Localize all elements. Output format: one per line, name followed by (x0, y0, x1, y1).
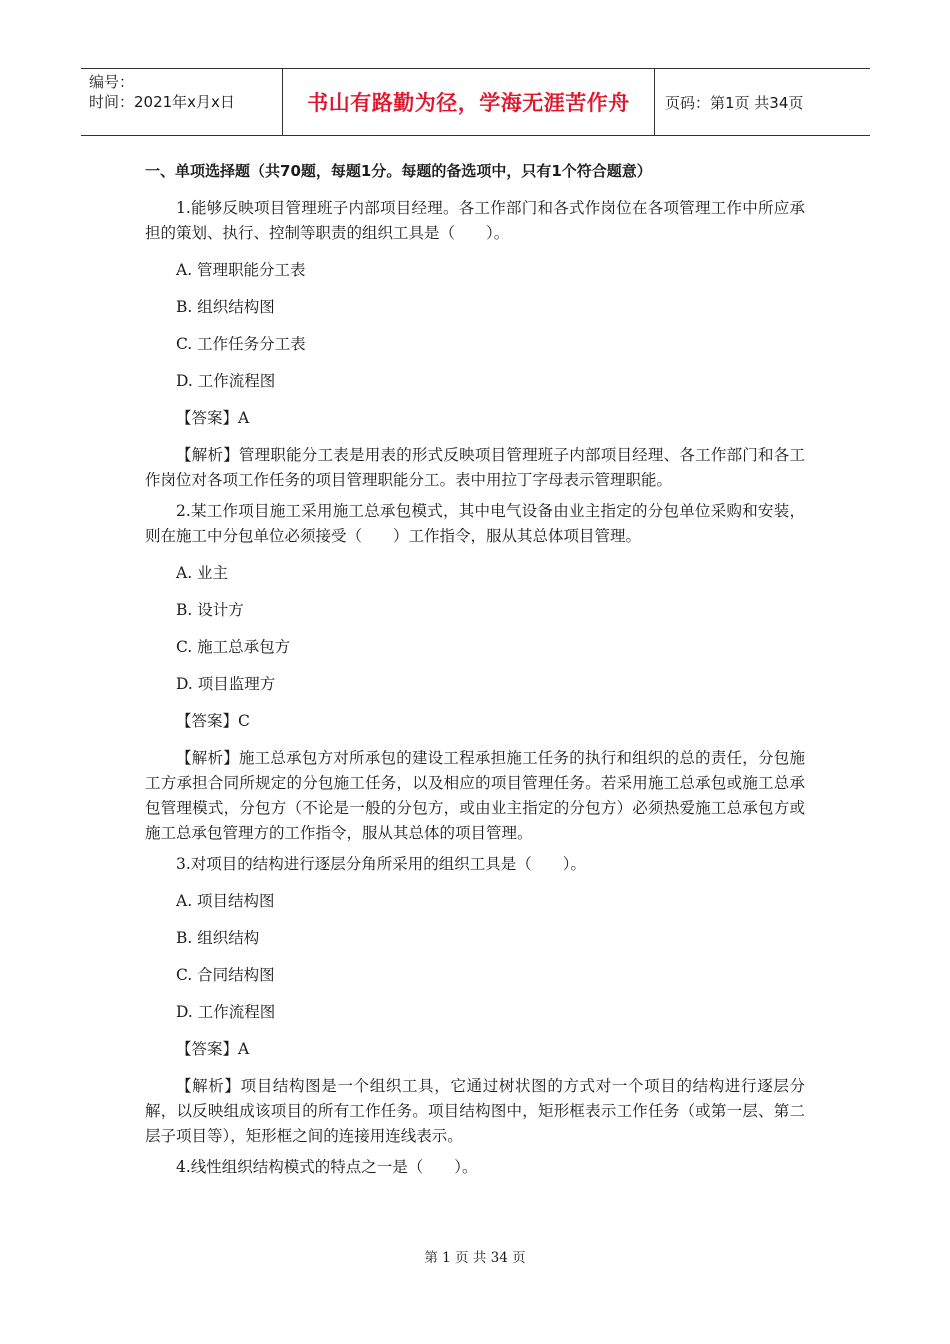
analysis: 【解析】项目结构图是一个组织工具，它通过树状图的方式对一个项目的结构进行逐层分解，以反映组成该项目的所有工作任务。项目结构图中，矩形框表示工作任务（或第一层、第二层子项目等），矩形框之间的连接用连线表示。 (145, 1077, 805, 1145)
question-stem: 1.能够反映项目管理班子内部项目经理。各工作部门和各式作岗位在各项管理工作中所应承担的策划、执行、控制等职责的组织工具是（ ）。 (145, 199, 805, 242)
page-header (81, 68, 870, 136)
option: C. 工作任务分工表 (176, 335, 306, 353)
answer: 【答案】A (176, 1040, 250, 1058)
document-body (145, 158, 805, 1180)
question-stem: 2.某工作项目施工采用施工总承包模式，其中电气设备由业主指定的分包单位采购和安装，则在施工中分包单位必须接受（ ）工作指令，服从其总体项目管理。 (145, 502, 805, 545)
analysis: 【解析】施工总承包方对所承包的建设工程承担施工任务的执行和组织的总的责任，分包施工方承担合同所规定的分包施工任务，以及相应的项目管理任务。若采用施工总承包或施工总承包管理模式，分包方（不论是一般的分包方，或由业主指定的分包方）必须热爱施工总承包方或施工总承包管理方的工作指令，服从其总体的项目管理。 (145, 749, 805, 842)
serial-number-label: 编号： (89, 73, 135, 91)
header-meta (81, 69, 283, 135)
option: B. 组织结构 (176, 929, 260, 947)
option: D. 工作流程图 (176, 372, 276, 390)
header-page-info: 页码：第1页 共34页 (665, 93, 804, 112)
question-stem: 3.对项目的结构进行逐层分角所采用的组织工具是（ ）。 (176, 855, 587, 873)
analysis: 【解析】管理职能分工表是用表的形式反映项目管理班子内部项目经理、各工作部门和各工作岗位对各项工作任务的项目管理职能分工。表中用拉丁字母表示管理职能。 (145, 446, 805, 489)
answer: 【答案】A (176, 409, 250, 427)
option: A. 项目结构图 (176, 892, 275, 910)
question-stem: 4.线性组织结构模式的特点之一是（ ）。 (176, 1158, 478, 1176)
section-title: 一、单项选择题（共70题，每题1分。每题的备选项中，只有1个符合题意） (145, 162, 652, 180)
option: D. 工作流程图 (176, 1003, 276, 1021)
date-label: 时间：2021年x月x日 (89, 93, 235, 111)
option: B. 组织结构图 (176, 298, 275, 316)
page-footer: 第 1 页 共 34 页 (424, 1250, 526, 1266)
option: A. 管理职能分工表 (176, 261, 306, 279)
option: B. 设计方 (176, 601, 244, 619)
option: D. 项目监理方 (176, 675, 276, 693)
option: C. 施工总承包方 (176, 638, 291, 656)
answer: 【答案】C (176, 712, 250, 730)
header-motto: 书山有路勤为径，学海无涯苦作舟 (283, 69, 655, 135)
option: A. 业主 (176, 564, 229, 582)
option: C. 合同结构图 (176, 966, 275, 984)
